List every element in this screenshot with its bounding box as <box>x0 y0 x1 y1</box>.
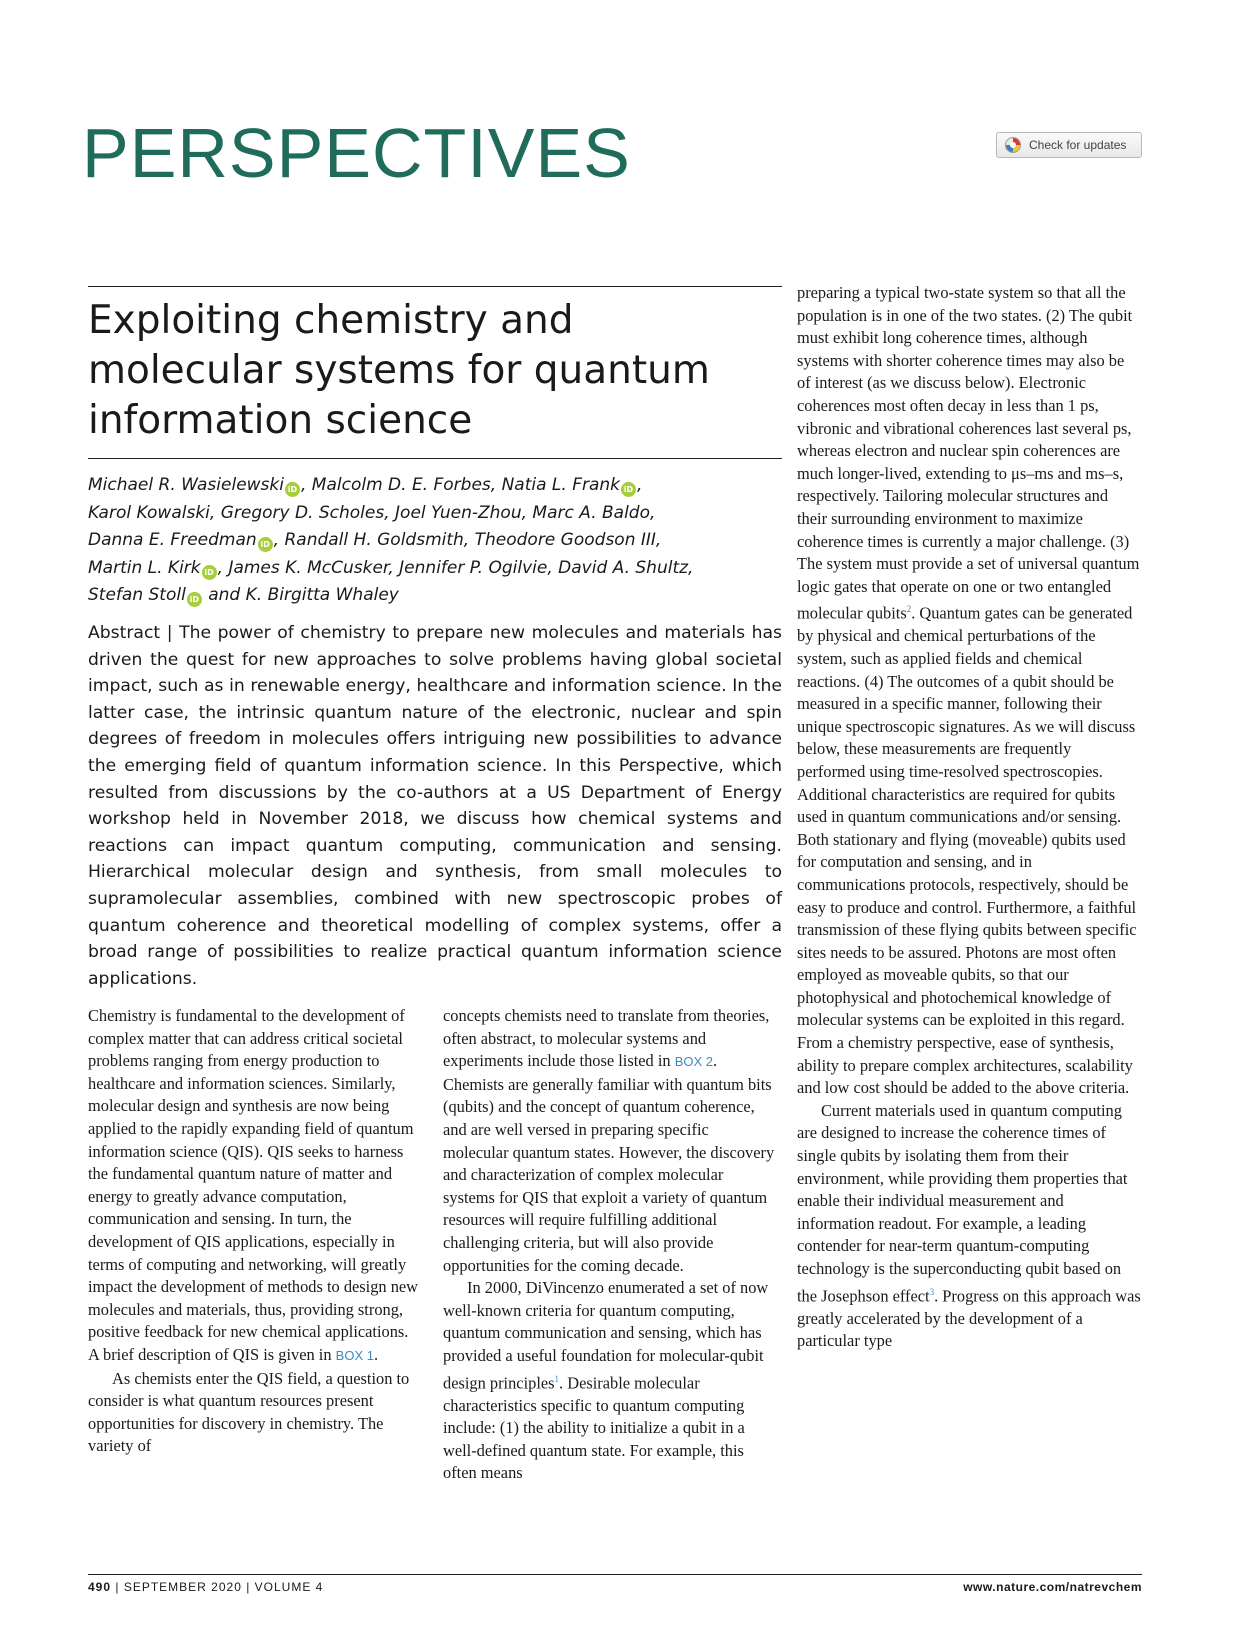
page-number: 490 <box>88 1580 112 1594</box>
paragraph <box>797 282 1142 1100</box>
paragraph-text: . Desirable molecular characteristics specific to quantum computing include: (1) the ability to initialize a qubit in a well-defined quantum state. For example, this often means <box>443 1372 745 1483</box>
title-bottom-rule <box>88 458 782 459</box>
check-updates-label: Check for updates <box>1029 138 1127 152</box>
author[interactable]: K. Birgitta Whaley <box>245 585 399 605</box>
paragraph-text: In 2000, DiVincenzo enumerated a set of now well-known criteria for quantum computing, quantum communication and sensing, which has provided a useful foundation for molecular-qubit design principles <box>443 1278 769 1392</box>
issue-date: SEPTEMBER 2020 <box>123 1580 242 1594</box>
abstract-text: The power of chemistry to prepare new molecules and materials has driven the quest for new approaches to solve problems having global societal impact, such as in renewable energy, healthcare and information science. In the latter case, the intrinsic quantum nature of the electronic, nuclear and spin degrees of freedom in molecules offers intriguing new possibilities to advance the emerging field of quantum information science. In this Perspective, which resulted from discussions by the co-authors at a US Department of Energy workshop held in November 2018, we discuss how chemical systems and reactions can impact quantum computing, communication and sensing. Hierarchical molecular design and synthesis, from small molecules to supramolecular assemblies, combined with new spectroscopic probes of quantum coherence and theoretical modelling of complex systems, offer a broad range of possibilities to realize practical quantum information science applications. <box>88 623 783 989</box>
orcid-icon[interactable]: iD <box>202 565 217 580</box>
footer-info: 490 | SEPTEMBER 2020 | VOLUME 4 <box>88 1580 324 1594</box>
paragraph-text: . Chemists are generally familiar with quantum bits (qubits) and the concept of quantum coherence, and are well versed in preparing specific molecular quantum states. However, the discovery and characterization of complex molecular systems for QIS that exploit a variety of quantum resources will require fulfilling additional challenging criteria, but will also provide opportunities for the coming decade. <box>443 1051 775 1275</box>
body-column-1 <box>88 1005 418 1458</box>
paragraph <box>443 1277 778 1485</box>
orcid-icon[interactable]: iD <box>285 482 300 497</box>
paragraph-text: . Quantum gates can be generated by physical and chemical perturbations of the system, such as applied fields and chemical reactions. (4) The outcomes of a qubit should be measured in a specific manner, following their unique spectroscopic signatures. As we will discuss below, these measurements are frequently performed using time-resolved spectroscopies. Additional characteristics are required for qubits used in quantum communications and/or sensing. Both stationary and flying (moveable) qubits used for computation and sensing, and in communications protocols, respectively, should be easy to produce and control. Furthermore, a faithful transmission of these flying qubits between specific sites needs to be assured. Photons are most often employed as moveable qubits, so that our photophysical and photochemical knowledge of molecular systems can be exploited in this regard. From a chemistry perspective, ease of synthesis, ability to prepare complex architectures, scalability and low cost should be added to the above criteria. <box>797 603 1137 1098</box>
paragraph-text: . <box>373 1344 379 1364</box>
crossmark-icon <box>1005 137 1021 153</box>
author[interactable]: Natia L. Frank <box>501 475 621 495</box>
title-top-rule <box>88 286 782 287</box>
orcid-icon[interactable]: iD <box>187 592 202 607</box>
author[interactable]: Randall H. Goldsmith <box>284 530 464 550</box>
orcid-icon[interactable]: iD <box>621 482 636 497</box>
box-2-link[interactable]: BOX 2 <box>674 1054 714 1070</box>
paragraph-text: Chemistry is fundamental to the development of complex matter that can address critical societal problems ranging from energy production to healthcare and information sciences. Similarly, molecular design and synthesis are now being applied to the rapidly expanding field of quantum information science (QIS). QIS seeks to harness the fundamental quantum nature of matter and energy to greatly advance computation, communication and sensing. In turn, the development of QIS applications, especially in terms of computing and networking, will greatly impact the development of methods to design new molecules and materials, thus, providing strong, positive feedback for new chemical applications. A brief description of QIS is given in <box>88 1006 419 1364</box>
author[interactable]: Michael R. Wasielewski <box>88 475 284 495</box>
paragraph: As chemists enter the QIS field, a question to consider is what quantum resources present opportunities for discovery in chemistry. The variety of <box>88 1368 410 1456</box>
paragraph-text: preparing a typical two-state system so that all the population is in one of the two states. (2) The qubit must exhibit long coherence times, although systems with shorter coherence times may also be of interest (as we discuss below). Electronic coherences most often decay in less than 1 ps, vibronic and vibrational coherences last several ps, whereas electron and nuclear spin coherences are much longer-lived, extending to μs–ms and ms–s, respectively. Tailoring molecular structures and their surrounding environment to maximize coherence times is currently a major challenge. (3) The system must provide a set of universal quantum logic gates that operate on one or two entangled molecular qubits <box>797 283 1140 623</box>
abstract: Abstract | The power of chemistry to prepare new molecules and materials has driven the quest for new approaches to solve problems having global societal impact, such as in renewable energy, healthcare and information science. In the latter case, the intrinsic quantum nature of the electronic, nuclear and spin degrees of freedom in molecules offers intriguing new possibilities to advance the emerging field of quantum information science. In this Perspective, which resulted from discussions by the co-authors at a US Department of Energy workshop held in November 2018, we discuss how chemical systems and reactions can impact quantum computing, communication and sensing. Hierarchical molecular design and synthesis, from small molecules to supramolecular assemblies, combined with new spectroscopic probes of quantum coherence and theoretical modelling of complex systems, offer a broad range of possibilities to realize practical quantum information science applications. <box>88 623 783 989</box>
journal-url[interactable]: www.nature.com/natrevchem <box>963 1580 1142 1594</box>
paragraph-text: concepts chemists need to translate from theories, often abstract, to molecular systems and experiments include those listed in <box>443 1006 770 1071</box>
author-conjunction: and <box>208 585 241 605</box>
footer-rule <box>88 1574 1142 1575</box>
box-1-link[interactable]: BOX 1 <box>335 1347 374 1363</box>
paragraph <box>797 1100 1142 1353</box>
volume: VOLUME 4 <box>254 1580 324 1594</box>
article-title: Exploiting chemistry and molecular systems for quantum information science <box>88 298 710 443</box>
body-column-3 <box>797 282 1142 1353</box>
paragraph <box>88 1005 418 1368</box>
body-column-2 <box>443 1005 778 1485</box>
author[interactable]: Jennifer P. Ogilvie <box>399 557 548 578</box>
author[interactable]: Theodore Goodson III <box>474 530 656 550</box>
paragraph <box>443 1005 778 1277</box>
check-for-updates-button[interactable] <box>996 132 1142 158</box>
author[interactable]: Karol Kowalski <box>88 502 210 523</box>
author-list: Michael R. Wasielewski iD , Malcolm D. E. Forbes, Natia L. Frank iD , Karol Kowalski, Gregory D. Scholes, Joel Yuen-Zhou, Marc A. Baldo, Danna E. Freedman iD , Randall H. Goldsmith, Theodore Goodson III, Martin L. Kirk iD , James K. McCusker, Jennifer P. Ogilvie, David A. Shultz, Stefan Stoll iD and K. Birgitta Whaley <box>88 475 694 605</box>
author[interactable]: Marc A. Baldo <box>532 502 650 523</box>
author[interactable]: James K. McCusker <box>228 557 389 578</box>
author[interactable]: Gregory D. Scholes <box>220 502 385 523</box>
author[interactable]: Danna E. Freedman <box>88 530 257 550</box>
author[interactable]: Stefan Stoll <box>88 585 186 605</box>
author[interactable]: Martin L. Kirk <box>88 557 201 578</box>
section-label: PERSPECTIVES <box>82 114 631 192</box>
reference-2-link[interactable]: 2 <box>906 604 912 615</box>
author[interactable]: David A. Shultz <box>558 557 689 578</box>
reference-1-link[interactable]: 1 <box>554 1373 560 1384</box>
author[interactable]: Malcolm D. E. Forbes <box>311 475 491 495</box>
abstract-label: Abstract <box>88 623 161 643</box>
paragraph-text: Current materials used in quantum computing are designed to increase the coherence times of single qubits by isolating them from their environment, while providing them properties that enable their individual measurement and information readout. For example, a leading contender for near-term quantum-computing technology is the superconducting qubit based on the Josephson effect <box>797 1100 1128 1306</box>
paragraph-text: . Progress on this approach was greatly accelerated by the development of a particular type <box>797 1286 1141 1351</box>
orcid-icon[interactable]: iD <box>258 537 273 552</box>
reference-3-link[interactable]: 3 <box>929 1286 935 1297</box>
author[interactable]: Joel Yuen-Zhou <box>395 502 522 523</box>
